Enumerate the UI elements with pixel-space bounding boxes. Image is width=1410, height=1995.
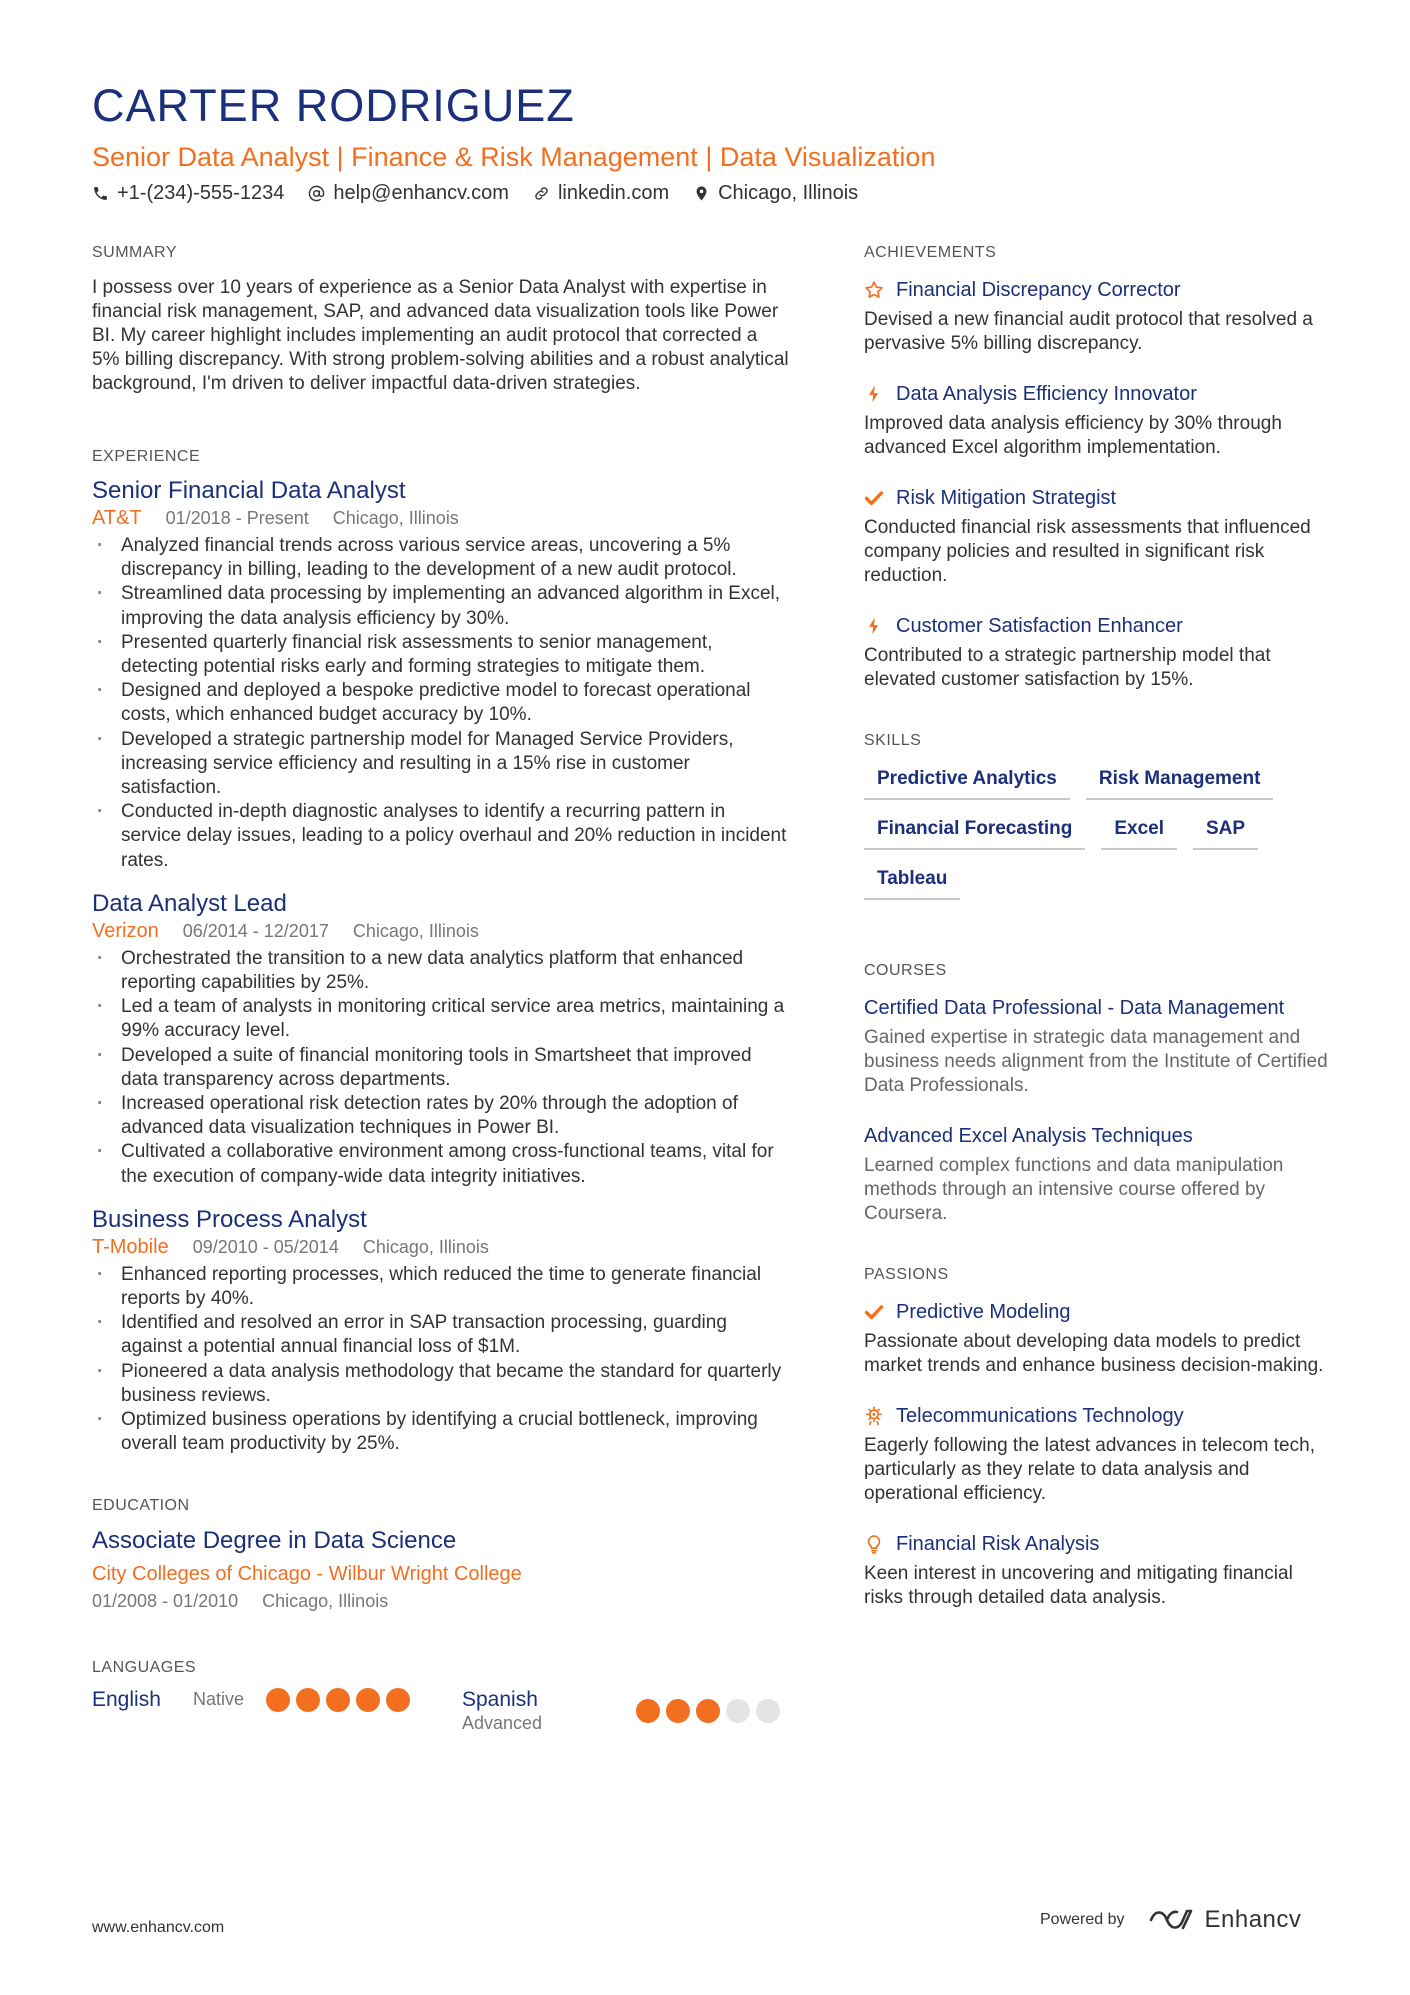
- skill-tag: SAP: [1193, 814, 1258, 850]
- achievement-title: Data Analysis Efficiency Innovator: [896, 383, 1197, 405]
- language-name: English: [92, 1687, 161, 1711]
- education-school: City Colleges of Chicago - Wilbur Wright College: [92, 1562, 522, 1585]
- passion-title: Financial Risk Analysis: [896, 1533, 1100, 1555]
- job-bullet: · Conducted in-depth diagnostic analyses to identify a recurring pattern in service delay issues, leading to a policy overhaul and 20% reduction in incident rates.: [92, 800, 790, 873]
- skill-tag: Financial Forecasting: [864, 814, 1085, 850]
- contact-linkedin[interactable]: [533, 182, 669, 205]
- contact-linkedin-text: linkedin.com: [557, 182, 670, 204]
- job-bullet: · Identified and resolved an error in SAP transaction processing, guarding against a potential annual financial loss of $1M.: [92, 1311, 790, 1359]
- rating-dot: [666, 1699, 690, 1723]
- summary-section: [92, 244, 790, 396]
- rating-dot: [386, 1688, 410, 1712]
- job-bullet: · Developed a suite of financial monitoring tools in Smartsheet that improved data transparency across departments.: [92, 1044, 790, 1092]
- achievement-desc: Improved data analysis efficiency by 30% through advanced Excel algorithm implementation.: [864, 413, 1282, 458]
- job-entry: [92, 476, 790, 873]
- job-entry: [92, 889, 790, 1189]
- skill-tag: Risk Management: [1086, 764, 1274, 800]
- passion-item: [864, 1402, 1334, 1506]
- language-rating: [636, 1699, 780, 1723]
- resume-header: [92, 78, 1318, 205]
- job-bullets: [92, 534, 790, 873]
- job-company: T-Mobile: [92, 1235, 169, 1258]
- passion-head: [864, 1298, 1334, 1326]
- star-icon: [864, 280, 884, 300]
- powered-by-label: Powered by: [1040, 1911, 1125, 1928]
- job-dates: 01/2018 - Present: [165, 508, 309, 528]
- language-item: [92, 1687, 462, 1713]
- skill-tag: Predictive Analytics: [864, 764, 1070, 800]
- footer-branding: [1040, 1906, 1301, 1934]
- achievement-title: Financial Discrepancy Corrector: [896, 279, 1181, 301]
- skill-tag: Excel: [1101, 814, 1177, 850]
- rating-dot: [266, 1688, 290, 1712]
- rating-dot: [296, 1688, 320, 1712]
- course-item: [864, 1122, 1334, 1226]
- job-bullet: · Streamlined data processing by implementing an advanced algorithm in Excel, improving the data analysis efficiency by 30%.: [92, 582, 790, 630]
- course-desc: Learned complex functions and data manipulation methods through an intensive course offered by Coursera.: [864, 1155, 1284, 1224]
- brand-logo[interactable]: [1149, 1906, 1302, 1934]
- passion-desc: Passionate about developing data models to predict market trends and enhance business decision-making.: [864, 1331, 1324, 1376]
- skills-heading: SKILLS: [864, 732, 922, 749]
- contact-location-text: Chicago, Illinois: [718, 182, 859, 204]
- rating-dot: [326, 1688, 350, 1712]
- languages-row: [92, 1687, 790, 1734]
- skills-section: [864, 732, 1334, 900]
- job-bullet: · Analyzed financial trends across various service areas, uncovering a 5% discrepancy in billing, leading to the development of a new audit protocol.: [92, 534, 790, 582]
- achievement-head: [864, 484, 1334, 512]
- experience-section: [92, 448, 790, 1457]
- achievement-title: Risk Mitigation Strategist: [896, 487, 1117, 509]
- achievement-head: [864, 276, 1334, 304]
- achievement-desc: Devised a new financial audit protocol that resolved a pervasive 5% billing discrepancy.: [864, 309, 1313, 354]
- education-section: [92, 1497, 790, 1613]
- job-dates: 06/2014 - 12/2017: [182, 920, 329, 941]
- job-bullet: · Presented quarterly financial risk assessments to senior management, detecting potential risks early and forming strategies to mitigate them.: [92, 631, 790, 679]
- language-name: Spanish: [462, 1687, 538, 1711]
- job-bullet: · Designed and deployed a bespoke predictive model to forecast operational costs, which enhanced budget accuracy by 10%.: [92, 679, 790, 727]
- achievements-heading: ACHIEVEMENTS: [864, 244, 997, 261]
- achievement-item: [864, 484, 1334, 588]
- achievement-item: [864, 612, 1334, 692]
- lightning-icon: [864, 616, 884, 636]
- passion-desc: Eagerly following the latest advances in telecom tech, particularly as they relate to data analysis and operational efficiency.: [864, 1435, 1315, 1504]
- footer-website[interactable]: www.enhancv.com: [92, 1919, 225, 1936]
- course-title: Certified Data Professional - Data Management: [864, 997, 1285, 1019]
- passion-item: [864, 1298, 1334, 1378]
- job-bullets: [92, 947, 790, 1189]
- course-item: [864, 994, 1334, 1098]
- link-icon: [533, 185, 550, 202]
- contact-phone[interactable]: [92, 182, 284, 205]
- course-title: Advanced Excel Analysis Techniques: [864, 1125, 1193, 1147]
- enhancv-logo-icon: [1149, 1907, 1197, 1933]
- right-column: [864, 244, 1334, 1634]
- language-item: [462, 1687, 780, 1734]
- experience-heading: EXPERIENCE: [92, 448, 201, 465]
- passion-title: Telecommunications Technology: [896, 1405, 1184, 1427]
- achievement-item: [864, 276, 1334, 356]
- job-title: Data Analyst Lead: [92, 889, 287, 917]
- lightbulb-icon: [864, 1534, 884, 1554]
- contact-bar: [92, 182, 1318, 205]
- passions-section: [864, 1266, 1334, 1610]
- job-bullets: [92, 1263, 790, 1457]
- courses-section: [864, 962, 1334, 1226]
- job-title: Senior Financial Data Analyst: [92, 477, 406, 504]
- education-heading: EDUCATION: [92, 1496, 190, 1514]
- passion-item: [864, 1530, 1334, 1610]
- course-desc: Gained expertise in strategic data management and business needs alignment from the Institute of Certified Data Professionals.: [864, 1027, 1328, 1096]
- candidate-name: CARTER RODRIGUEZ: [92, 80, 575, 131]
- languages-section: [92, 1659, 790, 1734]
- headline: Senior Data Analyst | Finance & Risk Management | Data Visualization: [92, 142, 936, 172]
- job-location: Chicago, Illinois: [352, 920, 479, 941]
- brand-name: Enhancv: [1204, 1906, 1302, 1933]
- achievement-head: [864, 612, 1334, 640]
- summary-heading: SUMMARY: [92, 244, 177, 261]
- education-location: Chicago, Illinois: [262, 1590, 389, 1611]
- language-level: Native: [193, 1689, 245, 1709]
- contact-email[interactable]: [308, 182, 509, 205]
- language-level: Advanced: [462, 1712, 543, 1733]
- courses-heading: COURSES: [864, 962, 947, 979]
- job-company: Verizon: [92, 919, 159, 942]
- job-bullet: · Cultivated a collaborative environment among cross-functional teams, vital for the execution of company-wide data integrity initiatives.: [92, 1140, 790, 1188]
- rating-dot: [756, 1699, 780, 1723]
- summary-text: I possess over 10 years of experience as a Senior Data Analyst with expertise in financial risk management, SAP, and advanced data visualization tools like Power BI. My career highlight includes implementing an audit protocol that corrected a 5% billing discrepancy. With strong problem-solving abilities and a robust analytical background, I'm driven to deliver impactful data-driven strategies.: [92, 277, 789, 394]
- location-icon: [693, 185, 710, 202]
- job-bullet: · Enhanced reporting processes, which reduced the time to generate financial reports by 40%.: [92, 1263, 790, 1311]
- achievement-title: Customer Satisfaction Enhancer: [896, 615, 1183, 637]
- job-location: Chicago, Illinois: [362, 1236, 489, 1257]
- rating-dot: [356, 1688, 380, 1712]
- contact-email-text: help@enhancv.com: [333, 182, 509, 204]
- job-meta: [92, 1235, 790, 1259]
- phone-icon: [92, 185, 109, 202]
- achievement-head: [864, 380, 1334, 408]
- left-column: [92, 244, 790, 1734]
- job-bullet: · Led a team of analysts in monitoring critical service area metrics, maintaining a 99% accuracy level.: [92, 995, 790, 1043]
- job-company: AT&T: [92, 507, 142, 529]
- skill-tag: Tableau: [864, 864, 960, 900]
- passion-head: [864, 1402, 1334, 1430]
- languages-heading: LANGUAGES: [92, 1658, 197, 1676]
- passion-desc: Keen interest in uncovering and mitigating financial risks through detailed data analysis.: [864, 1563, 1293, 1608]
- achievement-item: [864, 380, 1334, 460]
- at-icon: [308, 185, 325, 202]
- job-bullet: · Pioneered a data analysis methodology that became the standard for quarterly business reviews.: [92, 1360, 790, 1408]
- job-bullet: · Orchestrated the transition to a new data analytics platform that enhanced reporting capabilities by 25%.: [92, 947, 790, 995]
- lightning-icon: [864, 384, 884, 404]
- passion-head: [864, 1530, 1334, 1558]
- education-dates: 01/2008 - 01/2010: [92, 1590, 239, 1611]
- contact-phone-text: +1-(234)-555-1234: [117, 182, 285, 204]
- job-dates: 09/2010 - 05/2014: [192, 1236, 339, 1257]
- rating-dot: [636, 1699, 660, 1723]
- badge-icon: [864, 1406, 884, 1426]
- job-bullet: · Optimized business operations by identifying a crucial bottleneck, improving overall team productivity by 25%.: [92, 1408, 790, 1456]
- skills-list: [864, 764, 1334, 900]
- rating-dot: [726, 1699, 750, 1723]
- check-icon: [864, 488, 884, 508]
- job-location: Chicago, Illinois: [332, 508, 459, 528]
- job-title: Business Process Analyst: [92, 1205, 367, 1233]
- achievement-desc: Conducted financial risk assessments that influenced company policies and resulted in significant risk reduction.: [864, 517, 1311, 586]
- education-meta: [92, 1589, 790, 1613]
- job-bullet: · Increased operational risk detection rates by 20% through the adoption of advanced data visualization techniques in Power BI.: [92, 1092, 790, 1140]
- passions-heading: PASSIONS: [864, 1266, 949, 1283]
- language-rating: [266, 1688, 410, 1712]
- check-icon: [864, 1302, 884, 1322]
- education-degree: Associate Degree in Data Science: [92, 1526, 457, 1554]
- passion-title: Predictive Modeling: [896, 1301, 1071, 1323]
- job-bullet: · Developed a strategic partnership model for Managed Service Providers, increasing service efficiency and resulting in a 15% rise in customer satisfaction.: [92, 728, 790, 801]
- achievement-desc: Contributed to a strategic partnership model that elevated customer satisfaction by 15%.: [864, 645, 1271, 690]
- job-meta: [92, 506, 790, 530]
- job-meta: [92, 919, 790, 943]
- achievements-section: [864, 244, 1334, 692]
- job-entry: [92, 1205, 790, 1457]
- contact-location: [693, 182, 858, 205]
- rating-dot: [696, 1699, 720, 1723]
